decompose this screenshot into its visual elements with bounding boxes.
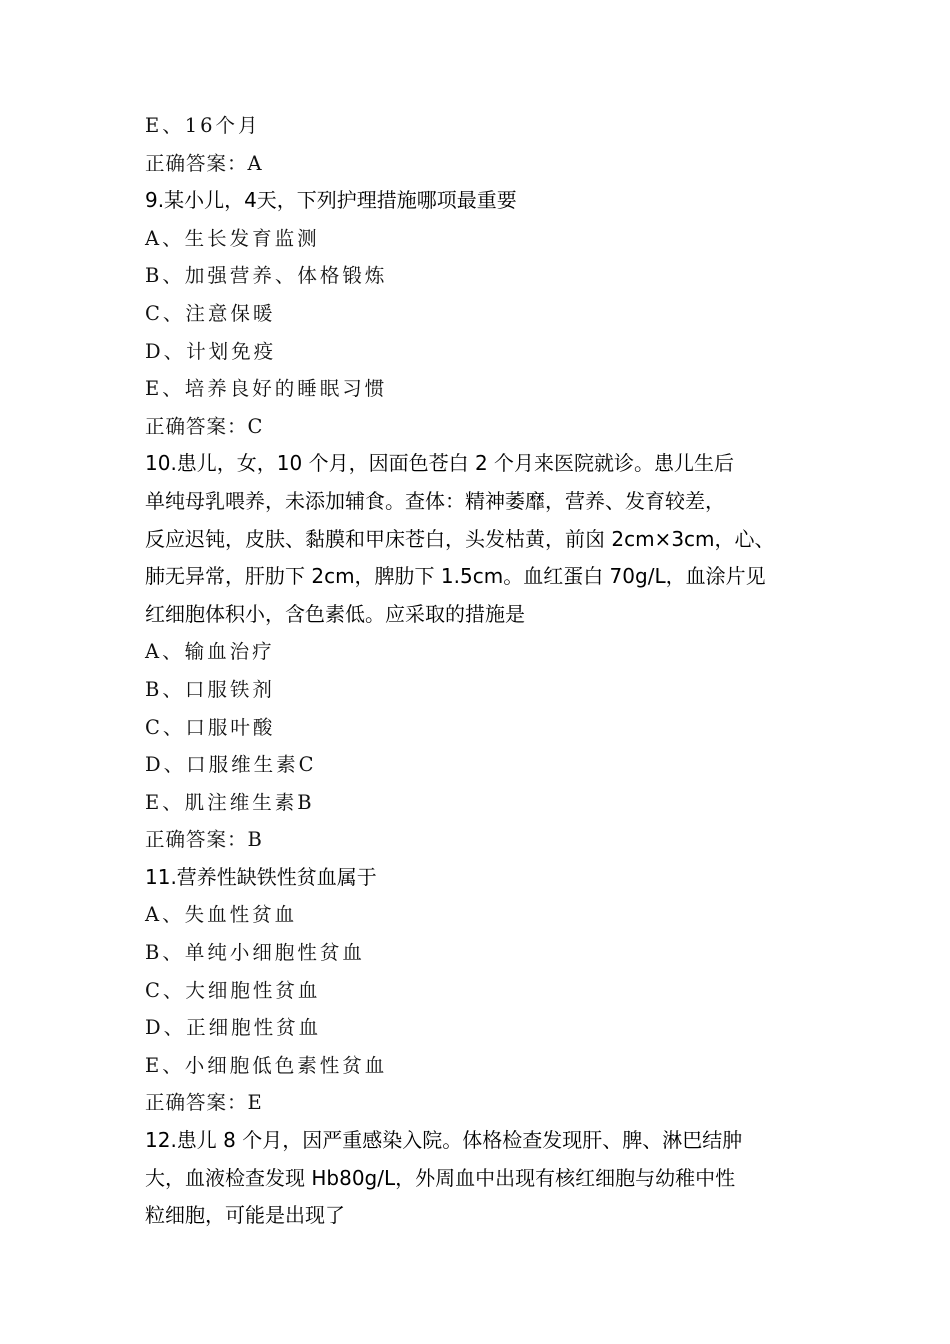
question-9: 9.某小儿，4天，下列护理措施哪项最重要 xyxy=(145,188,517,213)
question-10-line-4: 肺无异常，肝肋下 2cm，脾肋下 1.5cm。血红蛋白 70g/L，血涂片见 xyxy=(145,564,766,589)
answer-q9: 正确答案：C xyxy=(145,414,264,438)
question-10-line-1: 10.患儿，女，10 个月，因面色苍白 2 个月来医院就诊。患儿生后 xyxy=(145,451,735,476)
option-a-q11: A、失血性贫血 xyxy=(145,903,298,927)
question-10-line-5: 红细胞体积小，含色素低。应采取的措施是 xyxy=(145,601,525,626)
answer-q10: 正确答案：B xyxy=(145,828,263,852)
option-e-q10: E、肌注维生素B xyxy=(145,790,315,814)
question-12-line-2: 大，血液检查发现 Hb80g/L，外周血中出现有核红细胞与幼稚中性 xyxy=(145,1165,736,1190)
question-12 xyxy=(145,1122,835,1235)
option-b-q10: B、口服铁剂 xyxy=(145,677,275,701)
option-c-q10: C、口服叶酸 xyxy=(145,715,276,739)
option-a-q9: A、生长发育监测 xyxy=(145,226,320,250)
option-b-q11: B、单纯小细胞性贫血 xyxy=(145,941,365,965)
answer-q11: 正确答案：E xyxy=(145,1091,263,1115)
document-page xyxy=(145,107,835,1235)
option-d-q10: D、口服维生素C xyxy=(145,753,317,777)
option-c-q9: C、注意保暖 xyxy=(145,301,276,325)
option-a-q10: A、输血治疗 xyxy=(145,640,275,664)
question-11: 11.营养性缺铁性贫血属于 xyxy=(145,864,377,889)
option-e-q8: E、16个月 xyxy=(145,114,261,137)
option-c-q11: C、大细胞性贫血 xyxy=(145,978,321,1002)
option-e-q9: E、培养良好的睡眠习惯 xyxy=(145,377,388,401)
question-10 xyxy=(145,445,835,633)
answer-q8: 正确答案：A xyxy=(145,151,263,175)
question-10-line-2: 单纯母乳喂养，未添加辅食。查体：精神萎靡，营养、发育较差， xyxy=(145,488,725,513)
question-12-line-3: 粒细胞，可能是出现了 xyxy=(145,1203,345,1228)
option-d-q11: D、正细胞性贫血 xyxy=(145,1016,322,1040)
option-b-q9: B、加强营养、体格锻炼 xyxy=(145,264,388,288)
option-d-q9: D、计划免疫 xyxy=(145,339,277,363)
option-e-q11: E、小细胞低色素性贫血 xyxy=(145,1053,388,1077)
question-12-line-1: 12.患儿 8 个月，因严重感染入院。体格检查发现肝、脾、淋巴结肿 xyxy=(145,1128,743,1153)
question-10-line-3: 反应迟钝，皮肤、黏膜和甲床苍白，头发枯黄，前囟 2cm×3cm，心、 xyxy=(145,526,775,551)
